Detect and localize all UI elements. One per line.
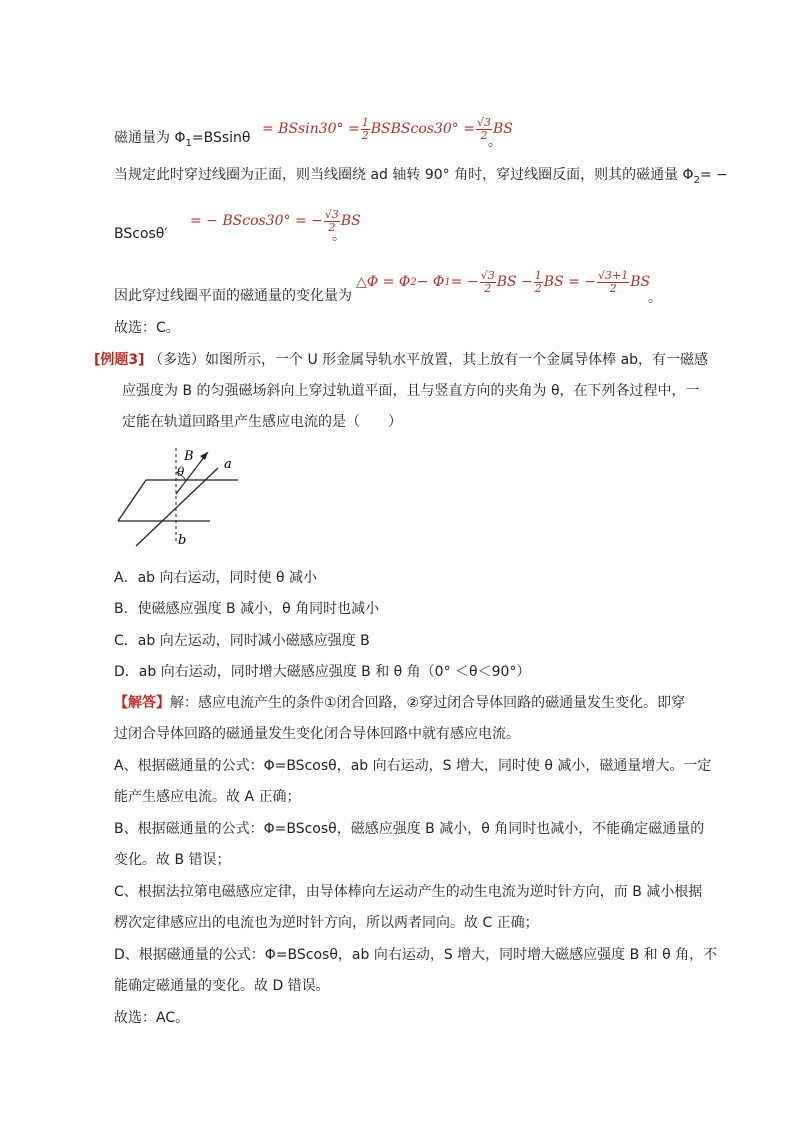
- label-b: b: [178, 533, 187, 548]
- option-c: C．ab 向左运动，同时减小磁感应强度 B: [114, 633, 370, 649]
- fraction-numerator: √3: [476, 115, 491, 129]
- answer-intro-1: [114, 693, 685, 713]
- option-d: D．ab 向右运动，同时增大磁感应强度 B 和 θ 角（0° ＜θ＜90°）: [114, 664, 531, 680]
- formula-text: = BSsin30° =: [262, 121, 360, 137]
- option-b: B．使磁感应强度 B 减小，θ 角同时也减小: [114, 601, 380, 617]
- label-a: a: [224, 457, 232, 472]
- answer-intro-2: 过闭合导体回路的磁通量发生变化闭合导体回路中就有感应电流。: [114, 726, 520, 742]
- answer-b-line-1: B、根据磁通量的公式：Φ=BScosθ，磁感应强度 B 减小，θ 角同时也减小，不能确定磁通量的: [114, 821, 705, 837]
- formula-text: △Φ = Φ: [356, 274, 411, 290]
- formula-text: BS −: [496, 274, 533, 290]
- formula-text: = −: [450, 274, 479, 290]
- flux-expression: =BSsinθ: [191, 130, 251, 146]
- fraction-numerator: 1: [361, 115, 369, 129]
- question-text: （多选）如图所示，一个 U 形金属导轨水平放置，其上放有一个金属导体棒 ab，有一磁感: [149, 352, 709, 368]
- example3-line-2: 应强度为 B 的匀强磁场斜向上穿过轨道平面，且与竖直方向的夹角为 θ，在下列各过程中，一: [122, 383, 700, 399]
- fraction-denominator: 2: [484, 281, 492, 295]
- formula-text: − Φ: [416, 274, 445, 290]
- formula-text: BS: [340, 213, 361, 229]
- fraction-numerator: √3: [480, 268, 495, 282]
- formula-text: BS: [630, 274, 651, 290]
- flux-label: 磁通量为 Φ: [114, 130, 186, 146]
- answer-choice: 故选：AC。: [114, 1010, 190, 1026]
- choice-c: 故选：C。: [114, 320, 180, 336]
- rail-end: [118, 480, 146, 521]
- period: 。: [648, 290, 662, 306]
- fraction: [597, 270, 629, 295]
- flux-reverse-text: 当规定此时穿过线圈为正面，则当线圈绕 ad 轴转 90° 角时，穿过线圈反面，则其的磁通量 Φ: [114, 167, 694, 183]
- answer-c-line-1: C、根据法拉第电磁感应定律，由导体棒向左运动产生的动生电流为逆时针方向，而 B 减小根据: [114, 884, 703, 900]
- fraction-numerator: 1: [534, 268, 542, 282]
- subscript: 1: [444, 276, 451, 288]
- fraction-numerator: √3+1: [598, 268, 629, 282]
- answer-text: 解：感应电流产生的条件①闭合回路，②穿过闭合导体回路的磁通量发生变化。即穿: [170, 695, 686, 711]
- formula-text: BS: [492, 121, 513, 137]
- flux-line-2: [114, 165, 728, 191]
- subscript: 1: [185, 137, 192, 149]
- example-tag: [例题3]: [94, 352, 145, 368]
- formula-phi1: [262, 114, 513, 144]
- example3-line-3: 定能在轨道回路里产生感应电流的是（ ）: [122, 414, 402, 430]
- example3-line-1: [94, 350, 708, 370]
- flux-line-3: BScosθ′: [114, 226, 168, 242]
- fraction-denominator: 2: [609, 281, 617, 295]
- fraction: [534, 270, 543, 295]
- fraction-denominator: 2: [328, 220, 336, 234]
- label-B: B: [184, 449, 194, 464]
- answer-d-line-1: D、根据磁通量的公式：Φ=BScosθ，ab 向右运动，S 增大，同时增大磁感应强度 B 和 θ 角，不: [114, 947, 718, 963]
- formula-text: BS = −: [543, 274, 597, 290]
- formula-delta-phi: [356, 266, 650, 298]
- period: 。: [488, 134, 502, 150]
- label-theta: θ: [177, 465, 185, 479]
- fraction-denominator: 2: [480, 128, 488, 142]
- answer-c-line-2: 楞次定律感应出的电流也为逆时针方向，所以两者同向。故 C 正确；: [114, 915, 539, 931]
- answer-b-line-2: 变化。故 B 错误；: [114, 852, 231, 868]
- fraction: [480, 270, 496, 295]
- fraction-denominator: 2: [534, 281, 542, 295]
- flux-change-label: 因此穿过线圈平面的磁通量的变化量为: [114, 288, 352, 304]
- rail-figure: [112, 444, 248, 552]
- subscript: 2: [410, 276, 417, 288]
- answer-d-line-2: 能确定磁通量的变化。故 D 错误。: [114, 978, 330, 994]
- fraction-numerator: √3: [324, 207, 339, 221]
- arrow-head: [200, 452, 208, 460]
- period: 。: [332, 228, 346, 244]
- option-a: A．ab 向右运动，同时使 θ 减小: [114, 570, 317, 586]
- flux-expression: = −: [699, 167, 728, 183]
- answer-a-line-2: 能产生感应电流。故 A 正确；: [114, 789, 301, 805]
- formula-text: BSBScos30° =: [370, 121, 475, 137]
- subscript: 2: [693, 174, 700, 186]
- fraction: [361, 117, 370, 142]
- formula-text: = − BScos30° = −: [190, 213, 323, 229]
- answer-a-line-1: A、根据磁通量的公式：Φ=BScosθ，ab 向右运动，S 增大，同时使 θ 减小，磁通量增大。一定: [114, 758, 712, 774]
- fraction-denominator: 2: [361, 128, 369, 142]
- flux-line-1: [114, 128, 250, 154]
- answer-tag: 【解答】: [114, 695, 170, 711]
